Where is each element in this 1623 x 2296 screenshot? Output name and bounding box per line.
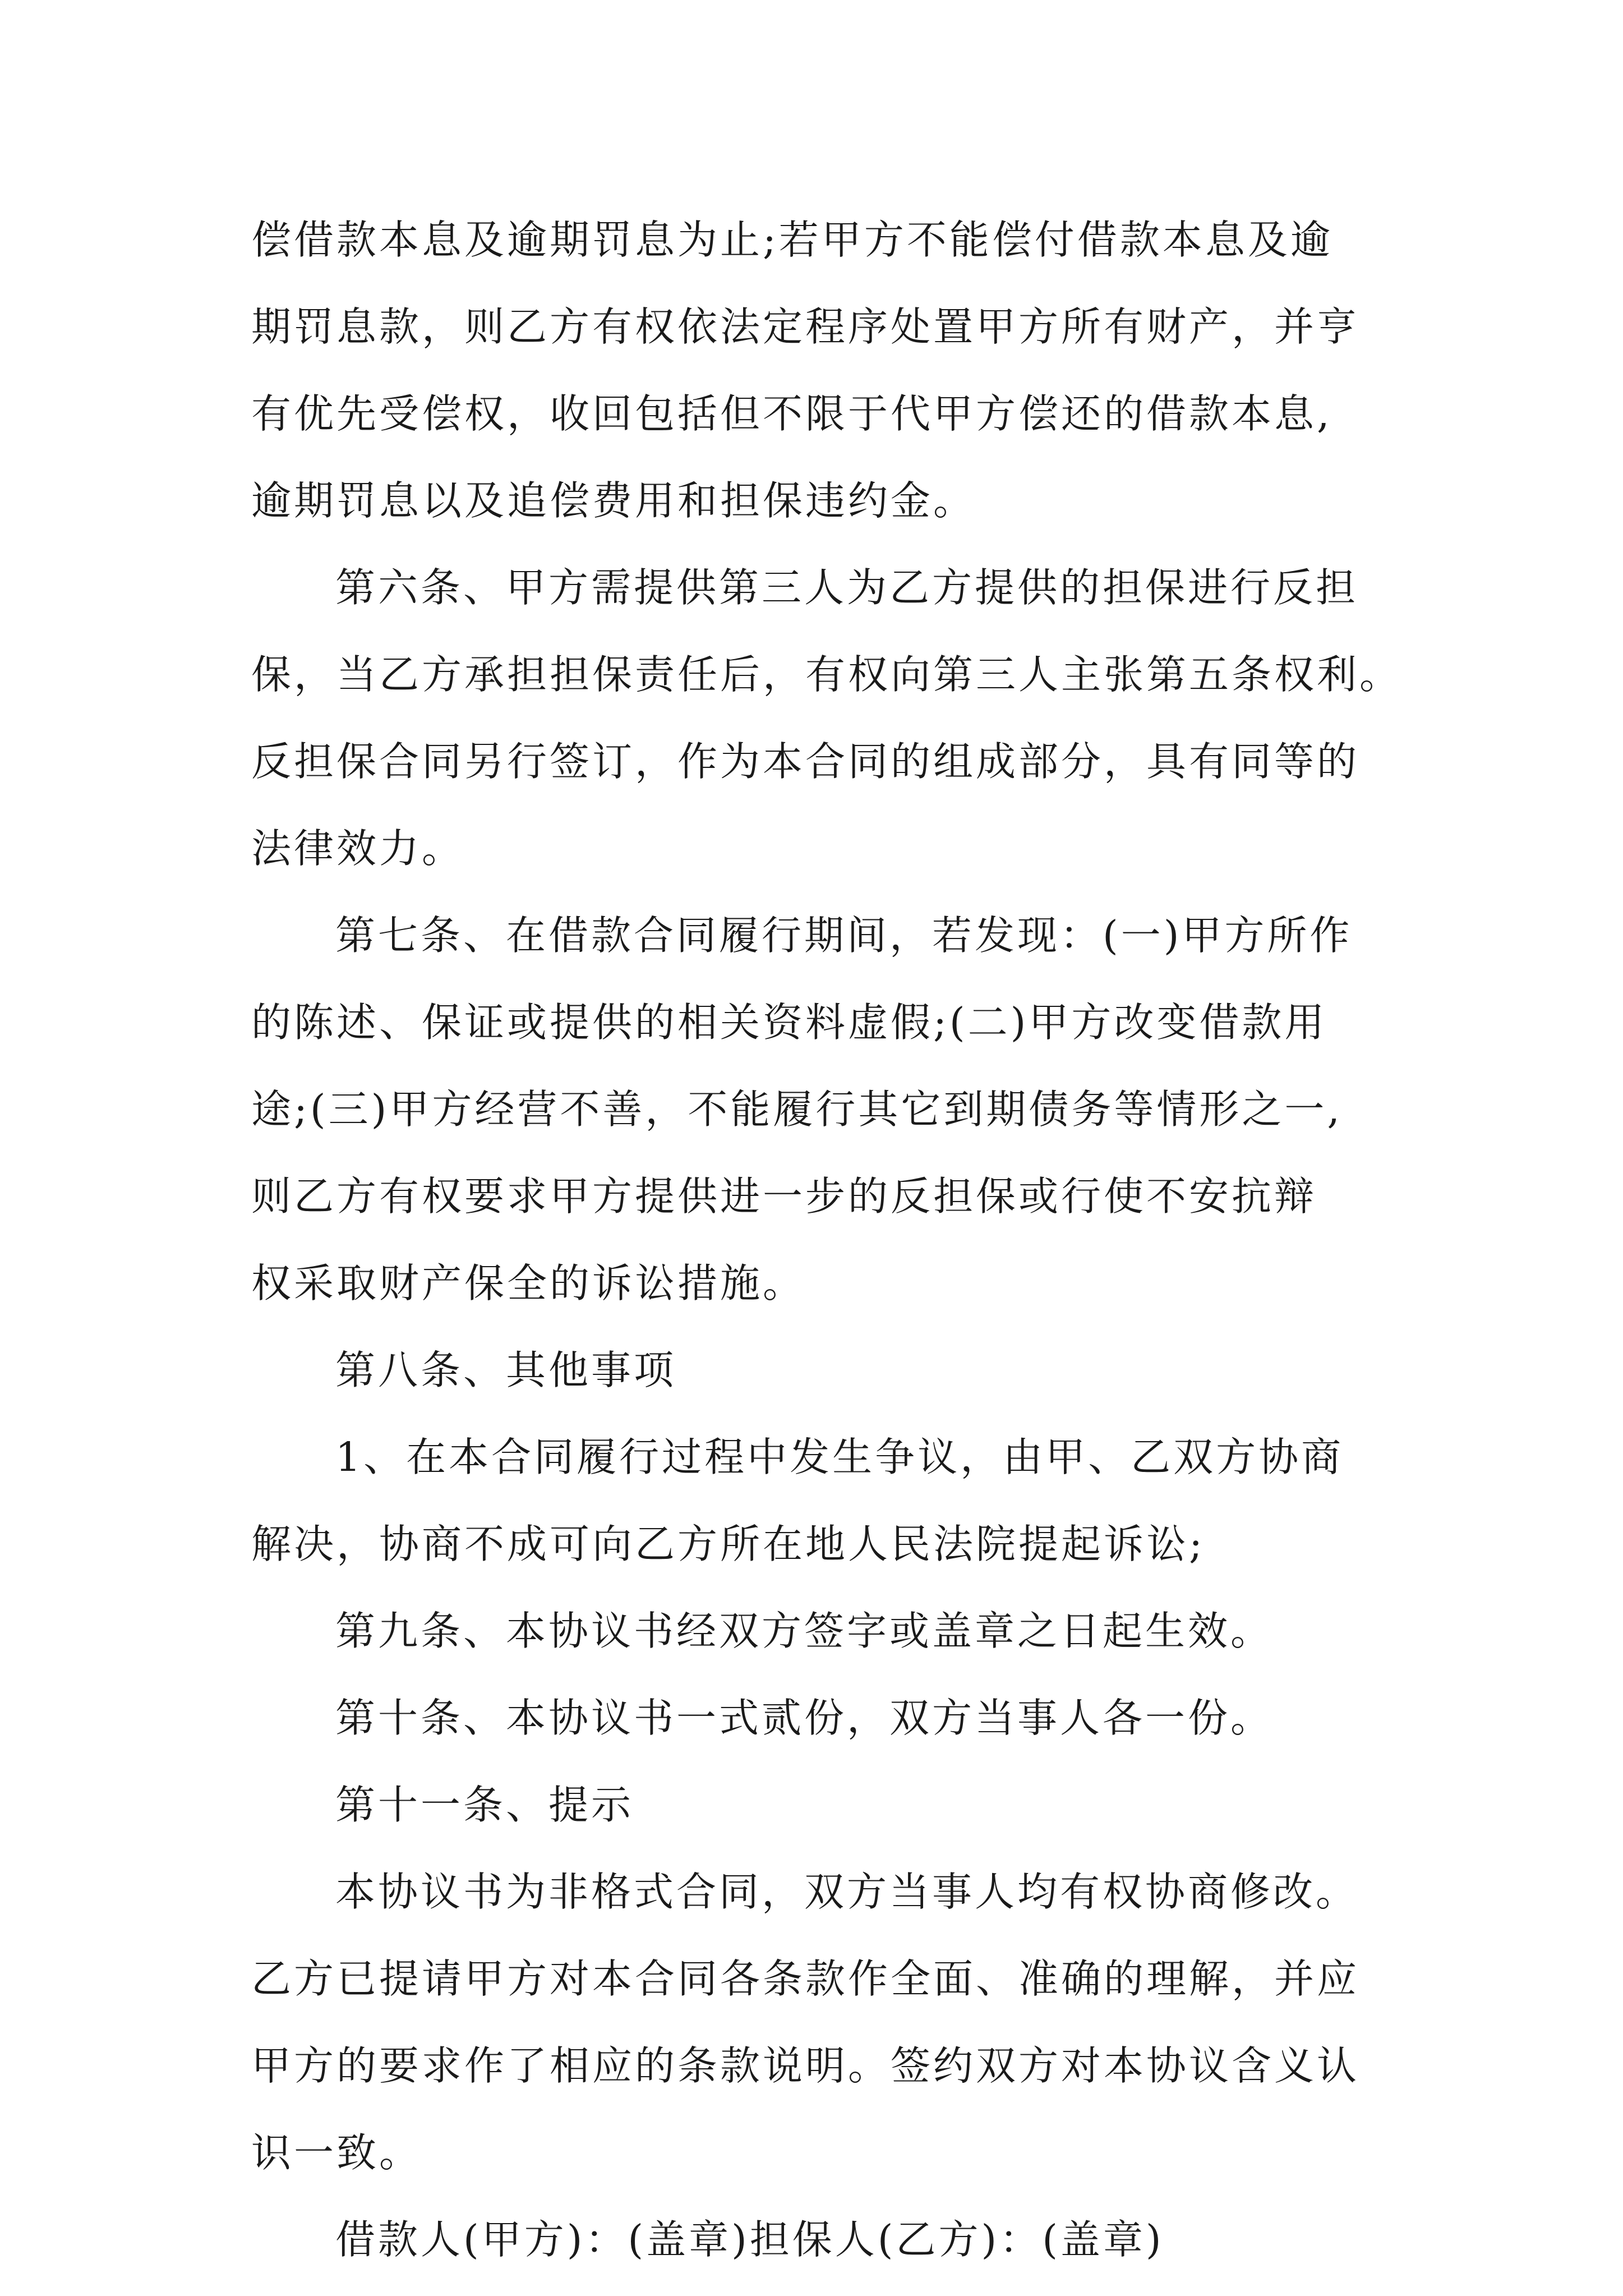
text-line: 1、在本合同履行过程中发生争议，由甲、乙双方协商 (335, 1434, 1344, 1480)
paragraph-article-9 (251, 1588, 1373, 1674)
paragraph-article-8-item-1 (251, 1414, 1373, 1588)
text-line: 第八条、其他事项 (335, 1347, 677, 1393)
paragraph-article-8-heading (251, 1327, 1373, 1414)
text-line: 的陈述、保证或提供的相关资料虚假;(二)甲方改变借款用 (251, 999, 1327, 1046)
document-body (251, 196, 1403, 2283)
text-line: 保，当乙方承担担保责任后，有权向第三人主张第五条权利。 (251, 651, 1403, 698)
text-line: 第十一条、提示 (335, 1782, 634, 1828)
signature-line (251, 2196, 1373, 2283)
text-line: 甲方的要求作了相应的条款说明。签约双方对本协议含义认 (251, 2042, 1360, 2089)
paragraph-article-10 (251, 1674, 1373, 1761)
text-line: 偿借款本息及逾期罚息为止;若甲方不能偿付借款本息及逾 (251, 217, 1333, 263)
text-line: 借款人(甲方)：(盖章)担保人(乙方)：(盖章) (335, 2216, 1164, 2263)
paragraph-article-6 (251, 544, 1403, 892)
text-line: 解决，协商不成可向乙方所在地人民法院提起诉讼; (251, 1521, 1205, 1567)
text-line: 第十条、本协议书一式贰份，双方当事人各一份。 (335, 1695, 1274, 1741)
text-line: 则乙方有权要求甲方提供进一步的反担保或行使不安抗辩 (251, 1173, 1317, 1220)
text-line: 识一致。 (251, 2129, 422, 2176)
paragraph-article-7 (251, 892, 1373, 1327)
text-line: 第九条、本协议书经双方签字或盖章之日起生效。 (335, 1608, 1274, 1654)
text-line: 法律效力。 (251, 825, 465, 872)
paragraph-article-11-heading (251, 1761, 1373, 1848)
text-line: 逾期罚息以及追偿费用和担保违约金。 (251, 477, 976, 524)
paragraph-article-11-body (251, 1848, 1373, 2196)
text-line: 途;(三)甲方经营不善，不能履行其它到期债务等情形之一, (251, 1086, 1343, 1133)
text-line: 第七条、在借款合同履行期间，若发现：(一)甲方所作 (335, 912, 1353, 959)
text-line: 权采取财产保全的诉讼措施。 (251, 1260, 806, 1306)
paragraph-article-5-continuation (251, 196, 1373, 544)
text-line: 乙方已提请甲方对本合同各条款作全面、准确的理解，并应 (251, 1955, 1360, 2002)
text-line: 期罚息款，则乙方有权依法定程序处置甲方所有财产，并亨 (251, 303, 1360, 350)
text-line: 本协议书为非格式合同，双方当事人均有权协商修改。 (335, 1869, 1359, 1915)
text-line: 有优先受偿权，收回包括但不限于代甲方偿还的借款本息, (251, 390, 1332, 437)
text-line: 反担保合同另行签订，作为本合同的组成部分，具有同等的 (251, 738, 1360, 785)
text-line: 第六条、甲方需提供第三人为乙方提供的担保进行反担 (335, 564, 1359, 611)
